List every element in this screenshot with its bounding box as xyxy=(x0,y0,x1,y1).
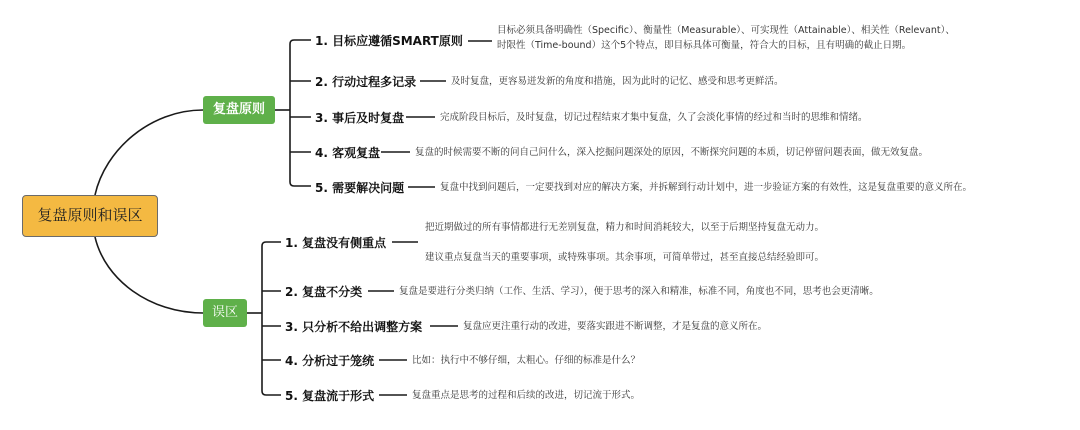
principle-5-desc: 复盘中找到问题后，一定要找到对应的解决方案，并拆解到行动计划中，进一步验证方案的有效性，这是复盘重要的意义所在。 xyxy=(440,182,973,193)
connector-root-pitfalls xyxy=(95,237,203,313)
pitfall-3-desc: 复盘应更注重行动的改进，要落实跟进不断调整，才是复盘的意义所在。 xyxy=(463,321,768,332)
connector-root-principles xyxy=(95,110,203,195)
pitfall-4-desc: 比如：执行中不够仔细，太粗心。仔细的标准是什么？ xyxy=(412,355,641,366)
principle-1-title[interactable]: 1. 目标应遵循SMART原则 xyxy=(315,34,463,48)
branch-pitfalls[interactable]: 误区 xyxy=(203,299,247,327)
pitfall-2-desc: 复盘是要进行分类归纳（工作、生活、学习），便于思考的深入和精准，标准不同，角度也不同，思考也会更清晰。 xyxy=(399,286,879,297)
principle-3-title[interactable]: 3. 事后及时复盘 xyxy=(315,111,405,125)
principle-3-desc: 完成阶段目标后，及时复盘，切记过程结束才集中复盘，久了会淡化事情的经过和当时的思维和情绪。 xyxy=(440,112,868,123)
pitfall-4-title[interactable]: 4. 分析过于笼统 xyxy=(285,354,375,368)
principle-2-title[interactable]: 2. 行动过程多记录 xyxy=(315,75,417,89)
connector-principles-bracket xyxy=(290,40,311,186)
root-node[interactable]: 复盘原则和误区 xyxy=(22,195,158,237)
principle-5-title[interactable]: 5. 需要解决问题 xyxy=(315,181,405,195)
principle-4-desc: 复盘的时候需要不断的问自己问什么，深入挖掘问题深处的原因，不断探究问题的本质，切记停留问题表面，做无效复盘。 xyxy=(415,147,929,158)
pitfall-3-title[interactable]: 3. 只分析不给出调整方案 xyxy=(285,320,423,334)
pitfall-2-title[interactable]: 2. 复盘不分类 xyxy=(285,285,363,299)
principle-2-desc: 及时复盘，更容易迸发新的角度和措施，因为此时的记忆、感受和思考更鲜活。 xyxy=(451,76,784,87)
principle-1-desc-line-1: 目标必须具备明确性（Specific）、衡量性（Measurable）、可实现性（Attainable）、相关性（Relevant）、 xyxy=(497,25,955,36)
principle-4-title[interactable]: 4. 客观复盘 xyxy=(315,146,381,160)
pitfall-1-desc-line-1: 把近期做过的所有事情都进行无差别复盘，精力和时间消耗较大，以至于后期坚持复盘无动力。 xyxy=(425,222,825,233)
pitfall-1-desc-line-2: 建议重点复盘当天的重要事项，或特殊事项。其余事项，可简单带过，甚至直接总结经验即可。 xyxy=(425,252,825,263)
pitfall-5-desc: 复盘重点是思考的过程和后续的改进，切记流于形式。 xyxy=(412,390,641,401)
branch-principles[interactable]: 复盘原则 xyxy=(203,96,275,124)
pitfall-1-title[interactable]: 1. 复盘没有侧重点 xyxy=(285,236,387,250)
pitfall-5-title[interactable]: 5. 复盘流于形式 xyxy=(285,389,375,403)
principle-1-desc-line-2: 时限性（Time-bound）这个5个特点，即目标具体可衡量，符合大的目标，且有明确的截止日期。 xyxy=(497,40,912,51)
connector-pitfalls-bracket xyxy=(262,242,281,395)
